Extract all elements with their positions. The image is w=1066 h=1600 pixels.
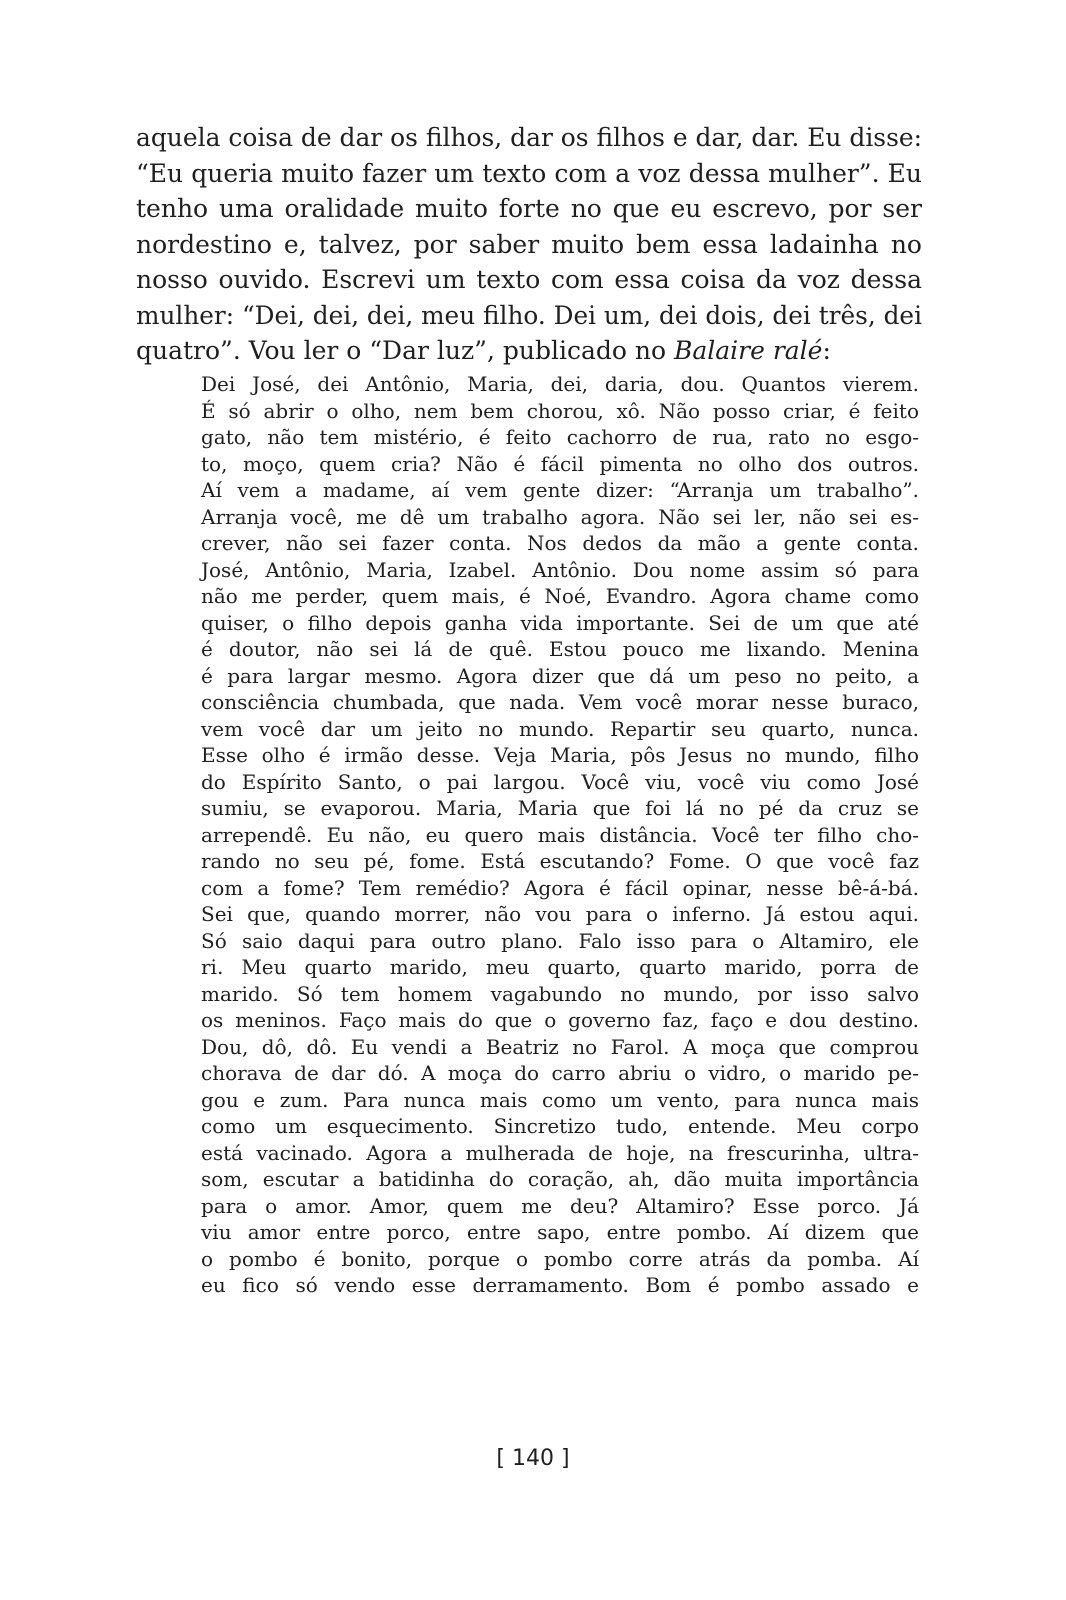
quote-line: consciência chumbada, que nada. Vem você morar nesse buraco, [201,690,919,714]
quote-line: está vacinado. Agora a mulherada de hoje, na frescurinha, ultra- [201,1140,919,1165]
quote-line: Dei José, dei Antônio, Maria, dei, daria, dou. Quantos vierem. [201,372,919,396]
quote-line: o pombo é bonito, porque o pombo corre atrás da pomba. Aí [201,1246,919,1271]
page-number: [ 140 ] [496,1446,570,1471]
intro-line: nordestino e, talvez, por saber muito bem essa ladainha no [136,229,922,259]
quote-line: como um esquecimento. Sincretizo tudo, entende. Meu corpo [201,1114,919,1138]
quote-line: para o amor. Amor, quem me deu? Altamiro? Esse porco. Já [201,1193,919,1218]
intro-line [136,333,922,369]
intro-line: nosso ouvido. Escrevi um texto com essa coisa da voz dessa [136,265,922,294]
quote-line: arrependê. Eu não, eu quero mais distância. Você ter filho cho- [201,822,919,847]
quote-line: Arranja você, me dê um trabalho agora. Não sei ler, não sei es- [201,504,919,529]
intro-line: tenho uma oralidade muito forte no que eu escrevo, por ser [136,194,922,223]
intro-paragraph [136,120,922,369]
quote-line: viu amor entre porco, entre sapo, entre pombo. Aí dizem que [201,1220,919,1244]
intro-line-text: : [822,336,831,365]
quote-line: Só saio daqui para outro plano. Falo isso para o Altamiro, ele [201,928,919,953]
quote-line: É só abrir o olho, nem bem chorou, xô. Não posso criar, é feito [201,398,919,423]
quote-line: Aí vem a madame, aí vem gente dizer: “Arranja um trabalho”. [201,478,919,502]
quote-line: gou e zum. Para nunca mais como um vento, para nunca mais [201,1087,919,1112]
quote-line: do Espírito Santo, o pai largou. Você viu, você viu como José [201,769,919,794]
quote-line: som, escutar a batidinha do coração, ah, dão muita importância [201,1167,919,1191]
quote-line: sumiu, se evaporou. Maria, Maria que foi lá no pé da cruz se [201,796,919,820]
quote-line: rando no seu pé, fome. Está escutando? Fome. O que você faz [201,849,919,873]
intro-line: mulher: “Dei, dei, dei, meu filho. Dei um, dei dois, dei três, dei [136,300,923,330]
quote-line: eu fico só vendo esse derramamento. Bom é pombo assado e [201,1273,919,1297]
quote-line: Dou, dô, dô. Eu vendi a Beatriz no Farol. A moça que comprou [201,1034,919,1059]
quote-line: com a fome? Tem remédio? Agora é fácil opinar, nesse bê-á-bá. [201,875,919,900]
quote-line: ri. Meu quarto marido, meu quarto, quarto marido, porra de [201,955,919,979]
quote-line: não me perder, quem mais, é Noé, Evandro. Agora chame como [201,584,919,608]
quote-line: crever, não sei fazer conta. Nos dedos da mão a gente conta. [201,531,919,555]
quote-line: quiser, o filho depois ganha vida importante. Sei de um que até [201,610,919,635]
book-title: Balaire ralé [673,336,823,365]
quote-line: é doutor, não sei lá de quê. Estou pouco me lixando. Menina [201,637,919,661]
quote-line: to, moço, quem cria? Não é fácil pimenta no olho dos outros. [201,451,919,476]
quote-line: marido. Só tem homem vagabundo no mundo, por isso salvo [201,981,919,1006]
quote-line: chorava de dar dó. A moça do carro abriu o vidro, o marido pe- [201,1061,919,1085]
quote-line: Sei que, quando morrer, não vou para o inferno. Já estou aqui. [201,902,919,926]
quote-line: vem você dar um jeito no mundo. Repartir seu quarto, nunca. [201,716,919,741]
intro-line-text: quatro”. Vou ler o “Dar luz”, publicado no [136,336,674,365]
quote-line: José, Antônio, Maria, Izabel. Antônio. Dou nome assim só para [201,557,919,582]
intro-line: aquela coisa de dar os filhos, dar os filhos e dar, dar. Eu disse: [136,123,923,152]
quote-line: é para largar mesmo. Agora dizer que dá um peso no peito, a [201,663,919,688]
intro-line: “Eu queria muito fazer um texto com a voz dessa mulher”. Eu [136,158,922,188]
block-quote [201,371,919,1299]
quote-line: gato, não tem mistério, é feito cachorro de rua, rato no esgo- [201,425,919,449]
quote-line: Esse olho é irmão desse. Veja Maria, pôs Jesus no mundo, filho [201,743,919,767]
quote-line: os meninos. Faço mais do que o governo faz, faço e dou destino. [201,1008,919,1032]
